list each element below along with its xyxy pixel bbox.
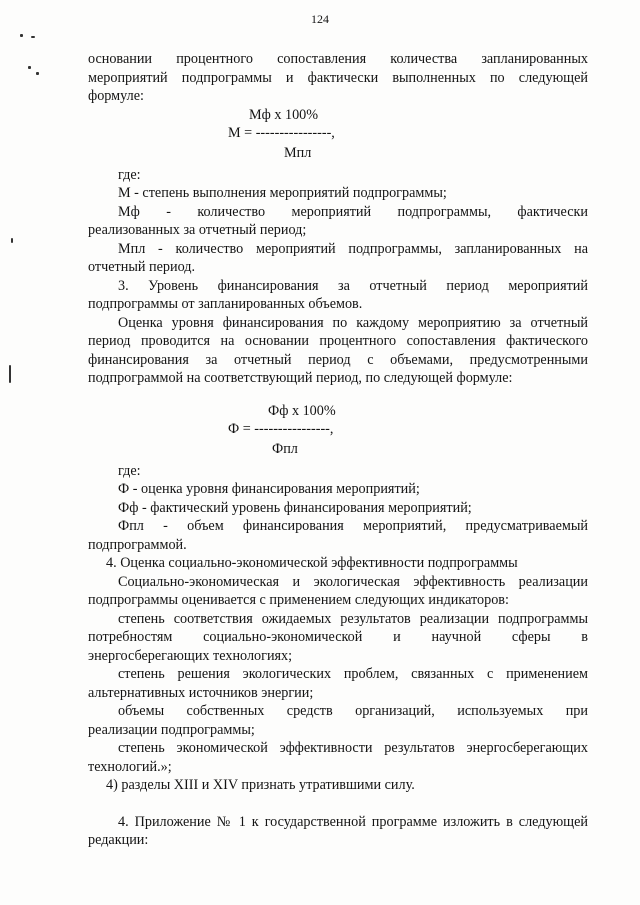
scan-mark — [31, 36, 35, 38]
text-line: степень соответствия ожидаемых результатов реализации подпрограммы — [118, 610, 588, 627]
text-line: период проводится на основании процентного сопоставления фактического — [88, 333, 588, 349]
text-line: редакции: — [88, 832, 149, 848]
text-line: 3. Уровень финансирования за отчетный период мероприятий — [118, 277, 588, 294]
text-line: подпрограммы оценивается с применением следующих индикаторов: — [88, 592, 509, 608]
section-heading: 4. Оценка социально-экономической эффективности подпрограммы — [106, 555, 518, 571]
text-line: технологий.»; — [88, 758, 172, 775]
text-line: М - степень выполнения мероприятий подпрограммы; — [118, 185, 447, 201]
formula-denominator: Фпл — [272, 440, 298, 457]
text-line: альтернативных источников энергии; — [88, 684, 314, 701]
text-line: степень решения экологических проблем, связанных с применением — [118, 666, 588, 682]
text-line: Социально-экономическая и экологическая эффективность реализации — [118, 573, 588, 590]
text-line: отчетный период. — [88, 259, 196, 275]
formula-equation: Ф = ----------------, — [228, 420, 334, 437]
text-line: Ф - оценка уровня финансирования мероприятий; — [118, 481, 420, 497]
text-line: финансирования за отчетный период с объемами, предусмотренными — [88, 351, 588, 368]
formula-financing — [88, 402, 588, 456]
text-line: подпрограммы от запланированных объемов. — [88, 296, 363, 312]
text-line: степень экономической эффективности результатов энергосберегающих — [118, 740, 588, 756]
text-line: где: — [118, 166, 141, 183]
text-line: Оценка уровня финансирования по каждому мероприятию за отчетный — [118, 314, 588, 331]
text-line: объемы собственных средств организаций, используемых при — [118, 703, 588, 719]
document-body — [88, 50, 588, 850]
text-line: Мпл - количество мероприятий подпрограммы, запланированных на — [118, 240, 588, 257]
text-line: подпрограммой на соответствующий период, по следующей формуле: — [88, 370, 513, 386]
formula-completion — [88, 106, 588, 160]
text-line: Мф - количество мероприятий подпрограммы, фактически — [118, 203, 588, 220]
text-line: реализованных за отчетный период; — [88, 222, 307, 238]
formula-numerator: Фф х 100% — [268, 402, 336, 419]
formula-denominator: Мпл — [284, 144, 312, 161]
text-line: реализации подпрограммы; — [88, 721, 255, 738]
text-line: формуле: — [88, 88, 144, 104]
text-line: потребностям социально-экономической и научной сферы в — [88, 629, 588, 645]
text-line: подпрограммой. — [88, 536, 187, 553]
text-line: где: — [118, 462, 141, 479]
text-line: Фпл - объем финансирования мероприятий, предусматриваемый — [118, 518, 588, 534]
scan-mark — [28, 66, 31, 69]
scan-mark — [9, 365, 11, 383]
scan-mark — [11, 238, 13, 243]
scan-mark — [20, 34, 23, 37]
scan-mark — [36, 72, 39, 75]
formula-numerator: Мф х 100% — [249, 106, 319, 123]
text-line: Фф - фактический уровень финансирования мероприятий; — [118, 499, 472, 516]
text-line: 4) разделы XIII и XIV признать утратившими силу. — [106, 777, 415, 793]
text-line: энергосберегающих технологиях; — [88, 647, 293, 664]
text-line: 4. Приложение № 1 к государственной программе изложить в следующей — [118, 813, 588, 830]
text-line: мероприятий подпрограммы и фактически выполненных по следующей — [88, 69, 588, 86]
page-number: 124 — [311, 12, 329, 26]
text-line: основании процентного сопоставления количества запланированных — [88, 51, 588, 67]
formula-equation: М = ----------------, — [228, 124, 335, 141]
